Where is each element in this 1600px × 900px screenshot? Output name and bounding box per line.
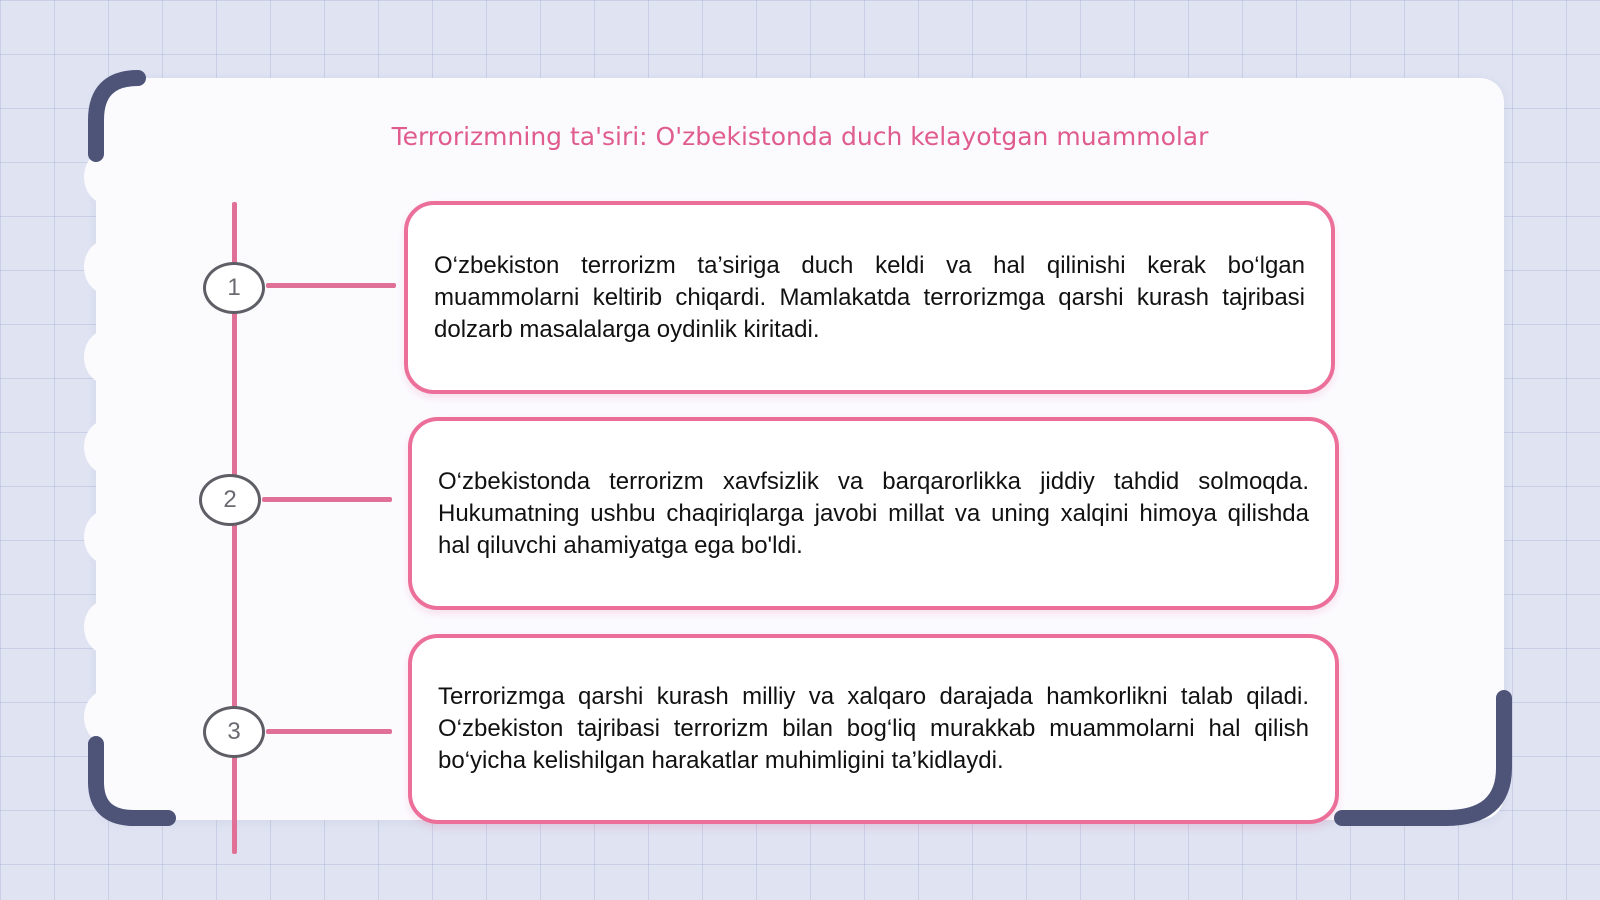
paper-scallop bbox=[84, 240, 130, 294]
corner-bracket-top-left bbox=[84, 68, 154, 168]
corner-bracket-bottom-left bbox=[84, 736, 184, 832]
timeline-card bbox=[408, 417, 1339, 610]
timeline-connector bbox=[266, 283, 396, 288]
timeline-card bbox=[408, 634, 1339, 824]
timeline-connector bbox=[266, 729, 392, 734]
paper-scallop bbox=[84, 330, 130, 384]
timeline-step-number: 1 bbox=[203, 262, 265, 314]
timeline-card-text: O‘zbekiston terrorizm ta’siriga duch keldi va hal qilinishi kerak bo‘lgan muammolarni keltirib chiqardi. Mamlakatda terrorizmga qarshi kurash tajribasi dolzarb masalalarga oydinlik kiritadi. bbox=[434, 251, 1305, 343]
paper-scallop bbox=[84, 420, 130, 474]
corner-bracket-bottom-right bbox=[1330, 686, 1516, 832]
slide-title: Terrorizmning ta'siri: O'zbekistonda duch kelayotgan muammolar bbox=[391, 122, 1209, 151]
timeline-card-text: O‘zbekistonda terrorizm xavfsizlik va barqarorlikka jiddiy tahdid solmoqda. Hukumatning ushbu chaqiriqlarga javobi millat va uning xalqini himoya qilishda hal qiluvchi ahamiyatga ega bo'ldi. bbox=[438, 467, 1309, 559]
paper-scallop bbox=[84, 510, 130, 564]
timeline-step-number: 2 bbox=[199, 474, 261, 526]
timeline-card bbox=[404, 201, 1335, 394]
timeline-card-text: Terrorizmga qarshi kurash milliy va xalqaro darajada hamkorlikni talab qiladi. O‘zbekiston tajribasi terrorizm bilan bog‘liq murakkab muammolarni hal qilish bo‘yicha kelishilgan harakatlar muhimligini ta’kidlaydi. bbox=[438, 683, 1309, 774]
timeline-step-number: 3 bbox=[203, 706, 265, 758]
paper-scallop bbox=[84, 600, 130, 654]
timeline-connector bbox=[262, 497, 392, 502]
